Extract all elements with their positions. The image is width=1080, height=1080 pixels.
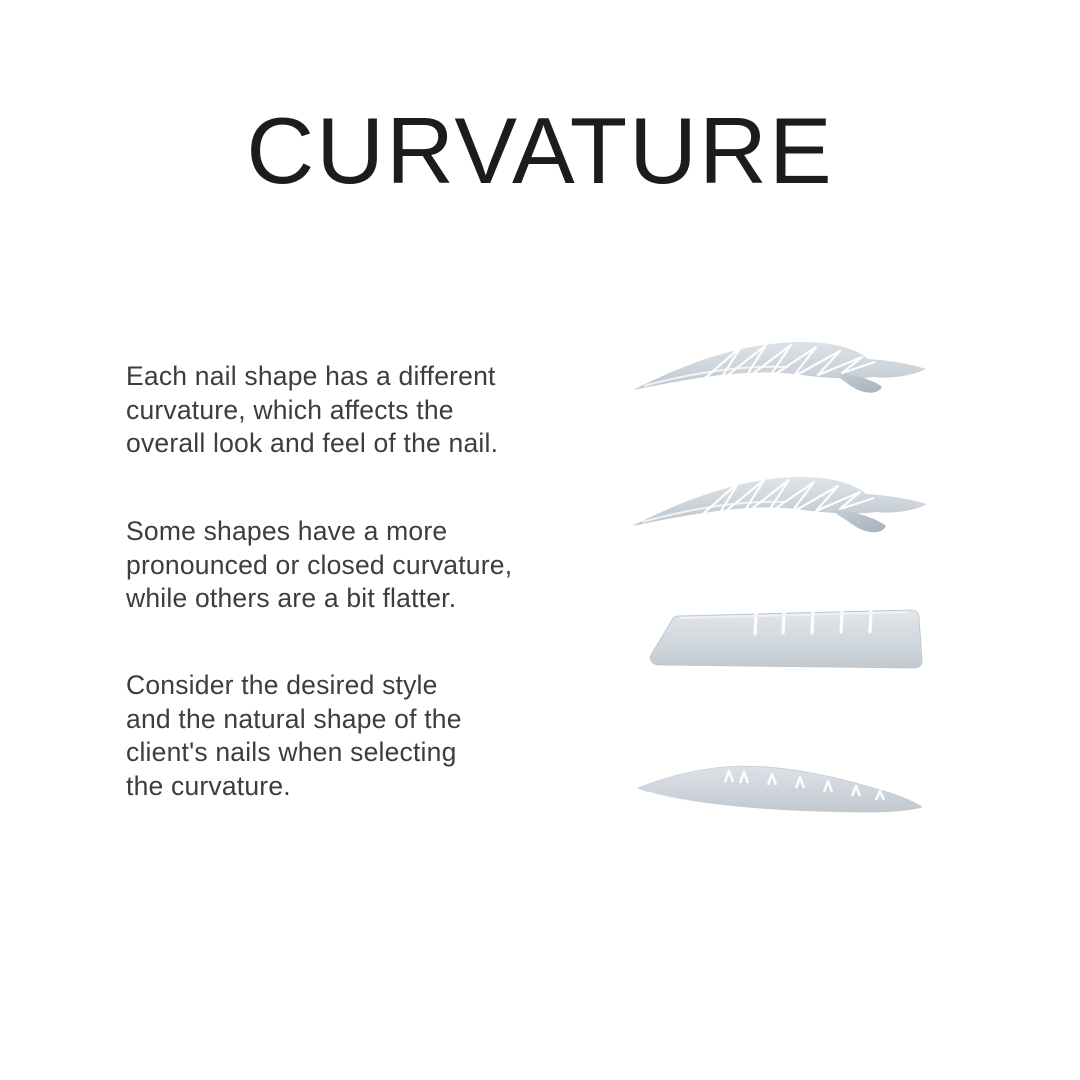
paragraph-line: Each nail shape has a different bbox=[126, 361, 496, 391]
page-title: CURVATURE bbox=[246, 98, 834, 203]
paragraph-line: client's nails when selecting bbox=[126, 737, 457, 767]
nail-illustration-flat bbox=[628, 598, 938, 682]
curved-nail-tip-icon bbox=[628, 334, 938, 410]
paragraph-nail-shape bbox=[126, 360, 498, 461]
paragraph-line: while others are a bit flatter. bbox=[126, 583, 457, 613]
paragraph-line: the curvature. bbox=[126, 770, 291, 801]
nail-illustration-deep-curve-2 bbox=[628, 466, 938, 548]
slightly-curved-nail-tip-icon bbox=[628, 740, 938, 826]
paragraph-line: Consider the desired style bbox=[126, 670, 438, 700]
paragraph-line: and the natural shape of the bbox=[126, 703, 462, 734]
nail-illustration-deep-curve-1 bbox=[628, 334, 938, 410]
paragraph-line: pronounced or closed curvature, bbox=[126, 549, 513, 580]
paragraph-consideration bbox=[126, 669, 462, 803]
nail-illustration-slight-curve bbox=[628, 740, 938, 826]
paragraph-line: Some shapes have a more bbox=[126, 516, 448, 546]
paragraph-line: curvature, which affects the bbox=[126, 394, 454, 425]
paragraph-shape-types bbox=[126, 515, 512, 616]
flat-nail-tip-icon bbox=[628, 598, 938, 682]
curved-nail-tip-icon bbox=[628, 466, 938, 548]
paragraph-line: overall look and feel of the nail. bbox=[126, 428, 499, 458]
